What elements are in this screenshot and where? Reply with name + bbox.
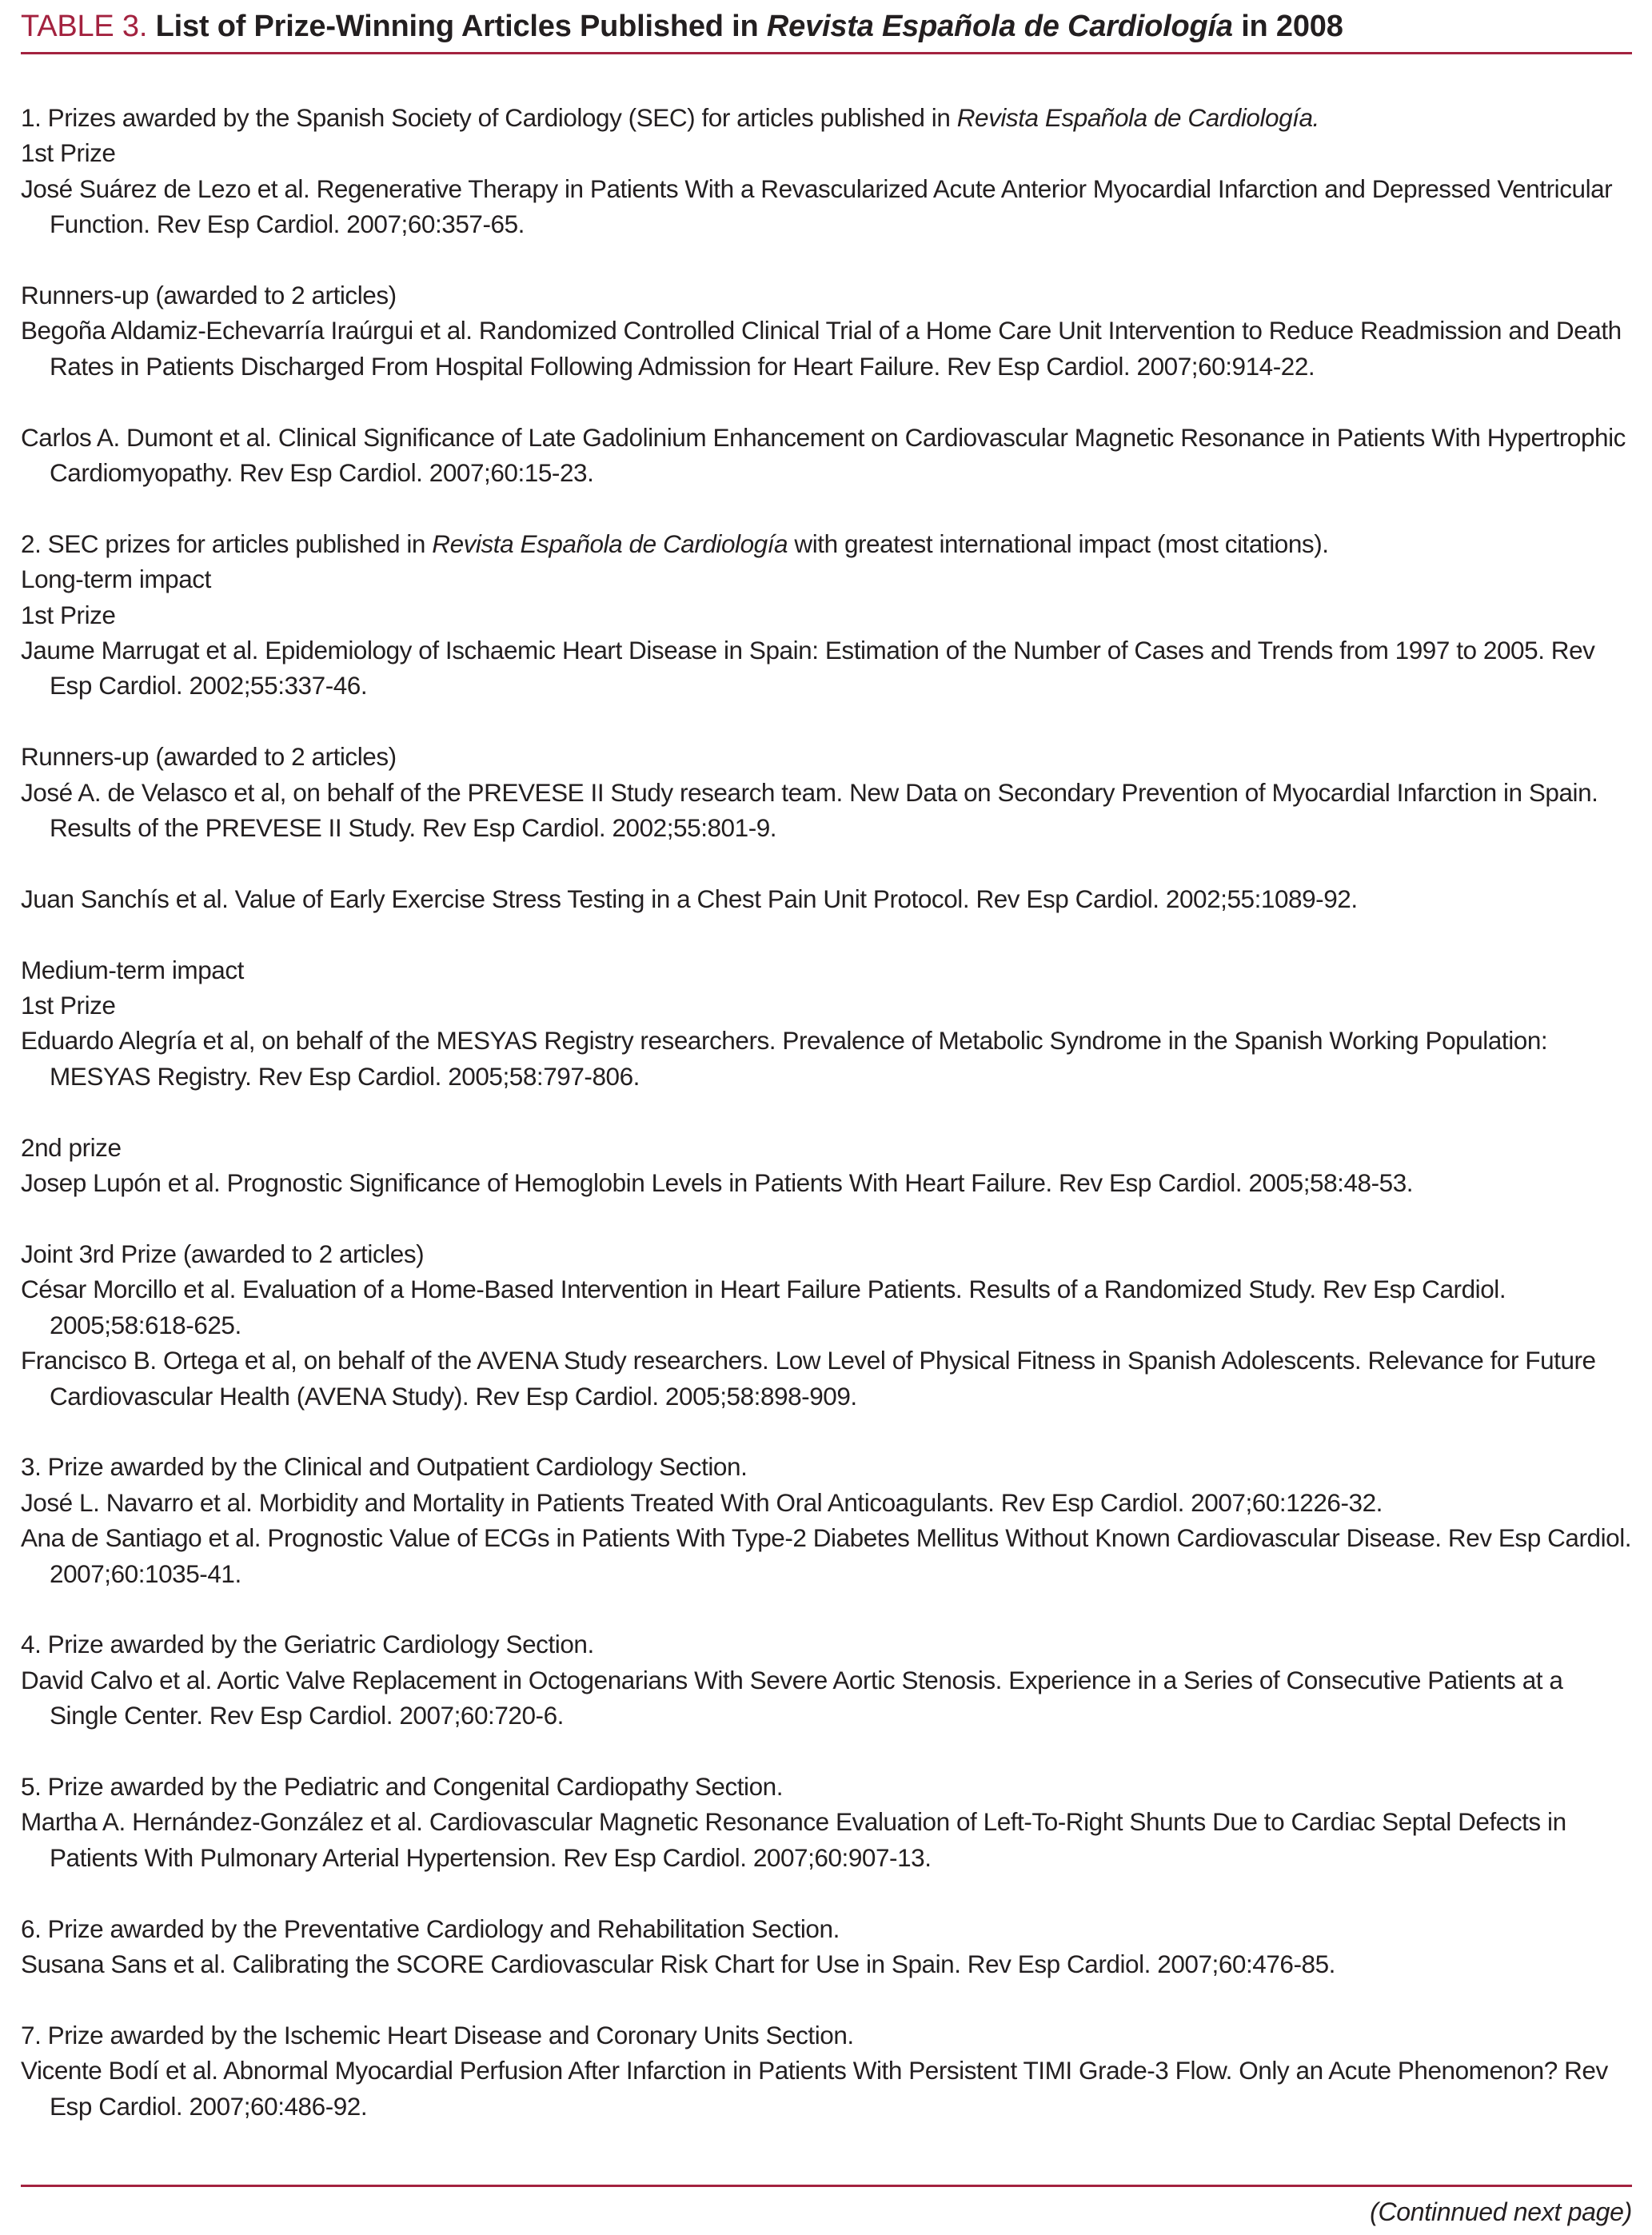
continued-note: (Continnued next page) <box>1370 2197 1632 2226</box>
section-1-runner-1: Begoña Aldamiz-Echevarría Iraúrgui et al. Randomized Controlled Clinical Trial of a Home Care Unit Intervention to Reduce Readmission and Death Rates in Patients Discharged From Hospital Following Admission for Heart Failure. Rev Esp Cardiol. 2007;60:914-22. <box>21 316 1622 381</box>
table-label: TABLE 3. <box>21 10 148 43</box>
title-journal: Revista Española de Cardiología <box>766 10 1233 43</box>
section-2-heading-text: 2. SEC prizes for articles published in <box>21 529 425 558</box>
spacer <box>21 704 1632 739</box>
spacer <box>21 1591 1632 1626</box>
section-4-entry-1: David Calvo et al. Aortic Valve Replacement in Octogenarians With Severe Aortic Stenosis. Experience in a Series of Consecutive Patients at a Single Center. Rev Esp Cardiol. 2007;60:720-6. <box>21 1665 1563 1730</box>
section-4-heading: 4. Prize awarded by the Geriatric Cardiology Section. <box>21 1630 594 1659</box>
spacer <box>21 916 1632 952</box>
long-term-runners-label: Runners-up (awarded to 2 articles) <box>21 742 397 772</box>
spacer <box>21 490 1632 525</box>
section-2-heading-suffix: with greatest international impact (most citations). <box>794 529 1329 558</box>
spacer <box>21 384 1632 419</box>
table-title <box>21 8 1632 45</box>
section-3-entry-2: Ana de Santiago et al. Prognostic Value of ECGs in Patients With Type-2 Diabetes Mellitus Without Known Cardiovascular Disease. Rev Esp Cardiol. 2007;60:1035-41. <box>21 1523 1632 1588</box>
table-body <box>21 100 1632 2124</box>
section-1-first-prize-label: 1st Prize <box>21 138 116 168</box>
long-term-runner-1: José A. de Velasco et al, on behalf of the PREVESE II Study research team. New Data on Secondary Prevention of Myocardial Infarction in Spain. Results of the PREVESE II Study. Rev Esp Cardiol. 2002;55:801-9. <box>21 777 1598 843</box>
spacer <box>21 1200 1632 1235</box>
section-1-heading <box>21 100 1632 135</box>
medium-term-third-prize-label: Joint 3rd Prize (awarded to 2 articles) <box>21 1239 425 1268</box>
bottom-divider <box>21 2185 1632 2187</box>
section-5-heading: 5. Prize awarded by the Pediatric and Congenital Cardiopathy Section. <box>21 1771 784 1801</box>
section-1-first-prize-entry: José Suárez de Lezo et al. Regenerative Therapy in Patients With a Revascularized Acute Anterior Myocardial Infarction and Depressed Ventricular Function. Rev Esp Cardiol. 2007;60:357-65. <box>21 174 1613 239</box>
spacer <box>21 1094 1632 1129</box>
spacer <box>21 1414 1632 1449</box>
medium-term-first-prize-entry: Eduardo Alegría et al, on behalf of the MESYAS Registry researchers. Prevalence of Metabolic Syndrome in the Spanish Working Population: MESYAS Registry. Rev Esp Cardiol. 2005;58:797-806. <box>21 1026 1548 1091</box>
section-7-entry-1: Vicente Bodí et al. Abnormal Myocardial Perfusion After Infarction in Patients With Persistent TIMI Grade-3 Flow. Only an Acute Phenomenon? Rev Esp Cardiol. 2007;60:486-92. <box>21 2056 1608 2121</box>
section-2-heading <box>21 526 1632 561</box>
long-term-runner-2: Juan Sanchís et al. Value of Early Exercise Stress Testing in a Chest Pain Unit Protocol. Rev Esp Cardiol. 2002;55:1089-92. <box>21 884 1358 913</box>
medium-term-third-prize-entry-2: Francisco B. Ortega et al, on behalf of the AVENA Study researchers. Low Level of Physical Fitness in Spanish Adolescents. Relevance for Future Cardiovascular Health (AVENA Study). Rev Esp Cardiol. 2005;58:898-909. <box>21 1346 1596 1411</box>
section-1-runners-label: Runners-up (awarded to 2 articles) <box>21 281 397 310</box>
section-6-entry-1: Susana Sans et al. Calibrating the SCORE Cardiovascular Risk Chart for Use in Spain. Rev Esp Cardiol. 2007;60:476-85. <box>21 1949 1335 1978</box>
spacer <box>21 1982 1632 2017</box>
section-5-entry-1: Martha A. Hernández-González et al. Cardiovascular Magnetic Resonance Evaluation of Left-To-Right Shunts Due to Cardiac Septal Defects in Patients With Pulmonary Arterial Hypertension. Rev Esp Cardiol. 2007;60:907-13. <box>21 1807 1566 1872</box>
long-term-first-prize-label: 1st Prize <box>21 600 116 629</box>
section-2-heading-journal: Revista Española de Cardiología <box>432 529 788 558</box>
medium-term-second-prize-label: 2nd prize <box>21 1132 122 1162</box>
long-term-label: Long-term impact <box>21 565 211 594</box>
medium-term-first-prize-label: 1st Prize <box>21 991 116 1020</box>
section-3-heading: 3. Prize awarded by the Clinical and Outpatient Cardiology Section. <box>21 1452 748 1482</box>
medium-term-second-prize-entry: Josep Lupón et al. Prognostic Significance of Hemoglobin Levels in Patients With Heart Failure. Rev Esp Cardiol. 2005;58:48-53. <box>21 1168 1414 1198</box>
table-page <box>21 8 1632 2227</box>
spacer <box>21 845 1632 880</box>
section-1-heading-journal: Revista Española de Cardiología. <box>956 103 1319 132</box>
top-divider <box>21 52 1632 54</box>
spacer <box>21 242 1632 277</box>
medium-term-third-prize-entry-1: César Morcillo et al. Evaluation of a Home-Based Intervention in Heart Failure Patients. Results of a Randomized Study. Rev Esp Cardiol. 2005;58:618-625. <box>21 1275 1506 1339</box>
title-prefix: List of Prize-Winning Articles Published in <box>155 10 759 43</box>
section-1-runner-2: Carlos A. Dumont et al. Clinical Significance of Late Gadolinium Enhancement on Cardiovascular Magnetic Resonance in Patients With Hypertrophic Cardiomyopathy. Rev Esp Cardiol. 2007;60:15-23. <box>21 422 1626 488</box>
spacer <box>21 1875 1632 1910</box>
section-1-heading-text: 1. Prizes awarded by the Spanish Society of Cardiology (SEC) for articles published in <box>21 103 951 132</box>
spacer <box>21 1734 1632 1769</box>
long-term-first-prize-entry: Jaume Marrugat et al. Epidemiology of Ischaemic Heart Disease in Spain: Estimation of the Number of Cases and Trends from 1997 to 2005. Rev Esp Cardiol. 2002;55:337-46. <box>21 636 1595 700</box>
medium-term-label: Medium-term impact <box>21 955 244 984</box>
section-3-entry-1: José L. Navarro et al. Morbidity and Mortality in Patients Treated With Oral Anticoagulants. Rev Esp Cardiol. 2007;60:1226-32. <box>21 1487 1383 1517</box>
section-7-heading: 7. Prize awarded by the Ischemic Heart Disease and Coronary Units Section. <box>21 2020 854 2049</box>
section-6-heading: 6. Prize awarded by the Preventative Cardiology and Rehabilitation Section. <box>21 1914 840 1943</box>
title-suffix: in 2008 <box>1241 10 1343 43</box>
